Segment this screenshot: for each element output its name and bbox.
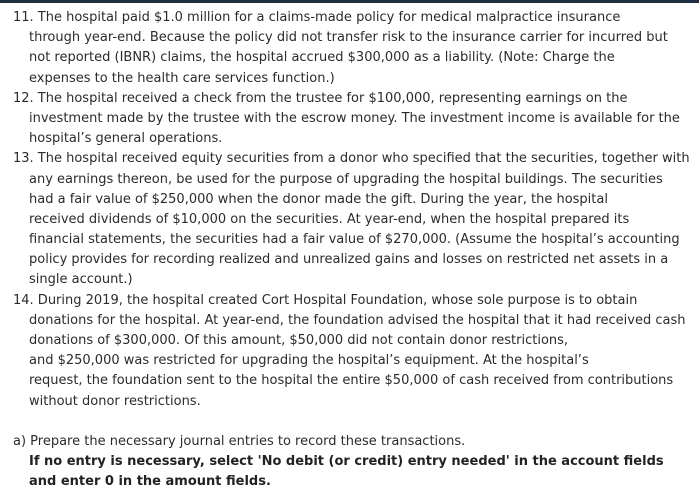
item-line: had a fair value of $250,000 when the donor made the gift. During the year, the hospital [29,191,608,207]
item-line: single account.) [29,272,133,288]
item-line: policy provides for recording realized and unrealized gains and losses on restricted net assets in a [29,252,669,268]
item-line: any earnings thereon, be used for the purpose of upgrading the hospital buildings. The securities [29,171,663,187]
item-14 [13,291,699,412]
item-12 [13,89,699,150]
item-line: 11. The hospital paid $1.0 million for a claims-made policy for medical malpractice insurance [13,10,621,25]
item-line: not reported (IBNR) claims, the hospital accrued $300,000 as a liability. (Note: Charge the [29,50,615,66]
item-line: 13. The hospital received equity securities from a donor who specified that the securities, together with [13,151,690,167]
item-line: through year-end. Because the policy did not transfer risk to the insurance carrier for incurred but [29,30,668,46]
item-line: hospital’s general operations. [29,131,223,147]
item-13 [13,149,699,290]
item-11 [13,8,699,89]
item-line: 12. The hospital received a check from the trustee for $100,000, representing earnings on the [13,90,628,106]
item-line: financial statements, the securities had a fair value of $270,000. (Assume the hospital’s accounting [29,232,680,248]
item-line: investment made by the trustee with the escrow money. The investment income is available for the [29,110,680,126]
instruction-line: and enter 0 in the amount fields. [29,474,271,490]
problem-text [0,3,699,492]
item-line: 14. During 2019, the hospital created Cort Hospital Foundation, whose sole purpose is to obtain [13,292,638,308]
question-text: a) Prepare the necessary journal entries to record these transactions. [13,433,466,449]
item-line: donations of $300,000. Of this amount, $50,000 did not contain donor restrictions, [29,333,569,348]
item-line: received dividends of $10,000 on the securities. At year-end, when the hospital prepared its [29,211,630,227]
instruction-line: If no entry is necessary, select 'No debit (or credit) entry needed' in the account fields [29,453,664,469]
item-line: donations for the hospital. At year-end, the foundation advised the hospital that it had received cash [29,312,686,328]
item-line: and $250,000 was restricted for upgrading the hospital’s equipment. At the hospital’s [29,353,589,369]
item-line: expenses to the health care services function.) [29,70,335,86]
item-line: request, the foundation sent to the hospital the entire $50,000 of cash received from contributions [29,373,674,389]
spacer [13,412,699,432]
item-line: without donor restrictions. [29,393,201,409]
